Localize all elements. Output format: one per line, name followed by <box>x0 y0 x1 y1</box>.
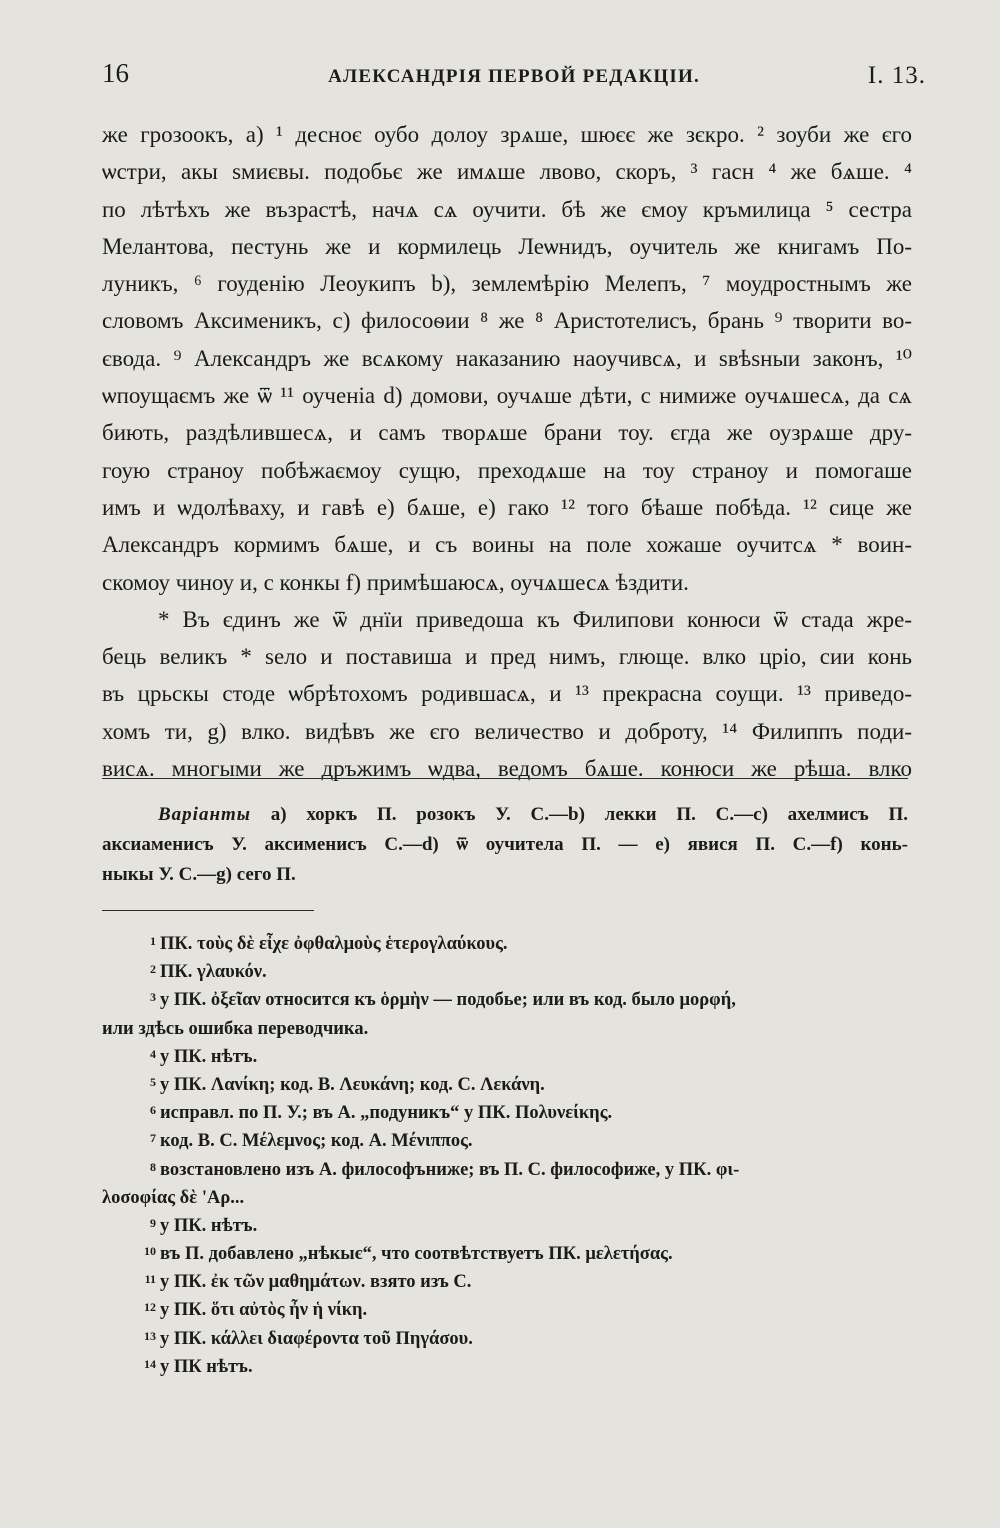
variants-apparatus <box>102 800 908 890</box>
footnote-number: 1 <box>150 934 156 948</box>
footnote-number: 7 <box>150 1131 156 1146</box>
footnote-text: код. В. С. Μέλεμνος; код. А. Μένιππος. <box>160 1131 473 1152</box>
footnote-text: у ПК. нѣтъ. <box>160 1215 258 1236</box>
text-line: * Въ єдинъ же ѿ днїи приведоша къ Филипови конюси ѿ стада жре- <box>158 606 912 632</box>
footnote-text: у ПК. ὅτι αὐτὸς ἦν ἡ νίκη. <box>160 1300 368 1321</box>
text-line: бець великъ * ѕело и поставиша и пред нимъ, глюще. влко цріо, сии конь <box>102 644 912 670</box>
section-divider <box>102 778 908 779</box>
footnote <box>150 930 908 958</box>
text-line: словомъ Аксименикъ, c) филосоѳии ⁸ же ⁸ Аристотелисъ, брань ⁹ творити во- <box>102 308 912 334</box>
footnote-number: 11 <box>144 1272 156 1287</box>
footnote-text: у ПК. Λανίκη; код. В. Λευκάνη; код. С. Λεκάνη. <box>160 1074 545 1095</box>
main-text <box>102 116 912 787</box>
text-line: Мелантова, пестунь же и кормилець Леѡнидъ, оучитель же книгамъ По- <box>102 233 912 259</box>
footnote <box>144 1268 908 1296</box>
footnote-text: въ П. добавлено „нѣкыє“, что соотвѣтствуетъ ПК. μελετήσας. <box>160 1244 673 1265</box>
text-line: гоую страноу побѣжаємоу сущю, преходѧше на тоу страноу и помогаше <box>102 457 912 483</box>
footnote-number: 4 <box>150 1046 156 1061</box>
text-line: луникъ, ⁶ гоуденію Леоукипъ b), землемѣрію Мелепъ, ⁷ моудростнымъ же <box>102 271 912 297</box>
footnote <box>144 1240 908 1268</box>
variants-line: ныкы У. С.—g) сего П. <box>102 864 296 885</box>
page-number: 16 <box>102 58 129 88</box>
footnote-text: возстановлено изъ А. философъниже; въ П. С. философиже, у ПК. φι- <box>160 1159 740 1180</box>
footnote-text: у ПК нѣтъ. <box>160 1356 253 1377</box>
footnote-text: ПК. τοὺς δὲ εἶχε ὀφθαλμοὺς ἑτερογλαύκους. <box>160 934 508 954</box>
footnote-number: 10 <box>144 1244 156 1259</box>
text-line: Александръ кормимъ бѧше, и съ воины на поле хожаше оучитсѧ * воин- <box>102 532 912 558</box>
footnote-number: 14 <box>144 1356 156 1371</box>
variants-label: Варіанты <box>158 804 251 825</box>
footnote-number: 5 <box>150 1074 156 1089</box>
footnote-number: 3 <box>150 990 156 1005</box>
footnote <box>150 1156 908 1184</box>
footnote-number: 9 <box>150 1215 156 1230</box>
variants-line: аксиаменисъ У. аксименисъ С.—d) ѿ оучитела П. — e) явися П. С.—f) конь- <box>102 834 908 855</box>
text-line: ѡпоущаємъ же ѿ ¹¹ оученіа d) домови, оучѧше дѣти, с нимиже оучѧшесѧ, да сѧ <box>102 383 912 409</box>
text-line: биють, раздѣлившесѧ, и самъ творѧше брани тоу. єгда же оузрѧше дру- <box>102 420 912 446</box>
section-reference: I. 13. <box>867 62 926 89</box>
footnotes <box>102 930 908 1381</box>
footnote-continuation: λοσοφίας δὲ 'Αρ... <box>102 1187 245 1208</box>
text-line: євода. ⁹ Александръ же всѧкому наказанию наоучивсѧ, и ѕвѣѕныи законъ, ¹⁰ <box>102 345 912 371</box>
running-title: АЛЕКСАНДРІЯ ПЕРВОЙ РЕДАКЦІИ. <box>328 66 700 87</box>
text-line: хомъ ти, g) влко. видѣвъ же єго величество и доброту, ¹⁴ Филиппъ поди- <box>102 718 912 744</box>
footnote-number: 12 <box>144 1300 156 1315</box>
footnote <box>150 1043 908 1071</box>
text-line: ѡстри, акы ѕмиєвы. подобьє же имѧше лвово, скоръ, ³ гасн ⁴ же бѧше. ⁴ <box>102 159 912 185</box>
footnote-text: у ПК. нѣтъ. <box>160 1046 258 1067</box>
footnote <box>144 1325 908 1353</box>
footnote-text: у ПК. ὀξεῖαν относится къ ὁρμὴν — подобье; или въ код. было μορφή, <box>160 990 736 1011</box>
footnote <box>144 1353 908 1381</box>
footnote-number: 6 <box>150 1103 156 1118</box>
footnote-text: исправл. по П. У.; въ А. „подуникъ“ у ПК. Πολυνείκης. <box>160 1103 613 1124</box>
text-line: имъ и ѡдолѣваху, и гавѣ e) бѧше, e) гако ¹² того бѣаше побѣда. ¹² сице же <box>102 494 912 520</box>
footnote-number: 8 <box>150 1159 156 1174</box>
footnote-text: ПК. γλαυκόν. <box>160 962 267 983</box>
text-line: въ црьскы стоде ѡбрѣтохомъ родившасѧ, и ¹³ прекрасна соущи. ¹³ приведо- <box>102 681 912 707</box>
page-header <box>102 58 926 98</box>
text-line: по лѣтѣхъ же възрастѣ, начѧ сѧ оучити. бѣ же ємоу кръмилица ⁵ сестра <box>102 196 912 222</box>
footnote-number: 2 <box>150 962 156 977</box>
footnote-continuation: или здѣсь ошибка переводчика. <box>102 1018 369 1039</box>
footnote <box>150 1099 908 1127</box>
footnote <box>150 1071 908 1099</box>
text-line: скомоу чиноу и, с конкы f) примѣшаюсѧ, оучѧшесѧ ѣздити. <box>102 569 689 595</box>
footnote-number: 13 <box>144 1328 156 1343</box>
footnote <box>150 1127 908 1155</box>
text-line: висѧ. многыми же дръжимъ ѡдва, ведомъ бѧше. конюси же рѣша. влко <box>102 756 912 782</box>
footnote <box>150 1212 908 1240</box>
variants-text: а) хоркъ П. розокъ У. С.—b) лекки П. С.—c) ахелмисъ П. <box>270 804 909 825</box>
footnote <box>150 986 908 1014</box>
footnote-text: у ПК. κάλλει διαφέροντα τοῦ Πηγάσου. <box>160 1328 473 1349</box>
text-line: же грозоокъ, a) ¹ десноє оубо долоу зрѧше, шюєє же зєкро. ² зоуби же єго <box>102 122 912 147</box>
footnote-divider <box>102 910 314 911</box>
footnote <box>150 958 908 986</box>
footnote-text: у ПК. ἐκ τῶν μαθημάτων. взято изъ С. <box>160 1272 472 1293</box>
variants-line <box>102 800 908 830</box>
footnote <box>144 1296 908 1324</box>
